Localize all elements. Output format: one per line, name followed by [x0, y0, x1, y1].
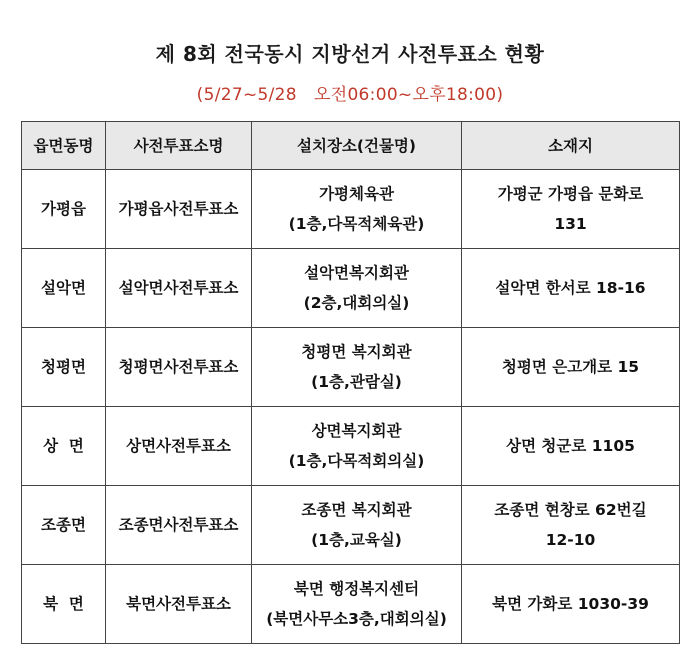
location-detail: (1층,다목적회의실): [288, 452, 425, 470]
location-cell: [252, 328, 462, 407]
address-line2: 12-10: [545, 531, 596, 549]
location-cell: [252, 486, 462, 565]
address-cell: [462, 249, 680, 328]
header-district: 읍면동명: [22, 122, 106, 170]
station-cell: 설악면사전투표소: [106, 249, 252, 328]
header-address: 소재지: [462, 122, 680, 170]
address-cell: [462, 407, 680, 486]
station-cell: 청평면사전투표소: [106, 328, 252, 407]
location-detail: (북면사무소3층,대회의실): [266, 610, 447, 628]
table-header-row: [22, 122, 680, 170]
address-line1: 설악면 한서로 18-16: [495, 279, 646, 297]
table-row: [22, 170, 680, 249]
address-line1: 조종면 현창로 62번길: [494, 501, 647, 519]
district-cell: 북 면: [22, 565, 106, 644]
address-line1: 청평면 은고개로 15: [501, 358, 640, 376]
location-name: 가평체육관: [319, 185, 394, 203]
address-line2: 131: [554, 215, 587, 233]
district-cell: 조종면: [22, 486, 106, 565]
page-title: 제 8회 전국동시 지방선거 사전투표소 현황: [155, 42, 545, 66]
district-cell: 가평읍: [22, 170, 106, 249]
location-detail: (1층,교육실): [311, 531, 402, 549]
district-cell: 설악면: [22, 249, 106, 328]
location-name: 조종면 복지회관: [301, 501, 412, 519]
table-row: [22, 249, 680, 328]
station-cell: 가평읍사전투표소: [106, 170, 252, 249]
station-cell: 북면사전투표소: [106, 565, 252, 644]
location-detail: (1층,다목적체육관): [288, 215, 425, 233]
location-cell: [252, 170, 462, 249]
address-line1: 상면 청군로 1105: [506, 437, 635, 455]
location-name: 설악면복지회관: [304, 264, 409, 282]
address-line1: 가평군 가평읍 문화로: [497, 185, 644, 203]
location-name: 상면복지회관: [311, 422, 402, 440]
table-row: [22, 328, 680, 407]
table-row: [22, 565, 680, 644]
address-cell: [462, 486, 680, 565]
location-name: 청평면 복지회관: [301, 343, 412, 361]
table-row: [22, 407, 680, 486]
district-cell: 청평면: [22, 328, 106, 407]
address-cell: [462, 565, 680, 644]
location-cell: [252, 565, 462, 644]
station-cell: 조종면사전투표소: [106, 486, 252, 565]
header-station-name: 사전투표소명: [106, 122, 252, 170]
location-cell: [252, 407, 462, 486]
table-row: [22, 486, 680, 565]
address-line1: 북면 가화로 1030-39: [492, 595, 649, 613]
district-cell: 상 면: [22, 407, 106, 486]
address-cell: [462, 328, 680, 407]
location-cell: [252, 249, 462, 328]
voting-period: (5/27~5/28 오전06:00~오후18:00): [196, 85, 504, 105]
location-detail: (1층,관람실): [311, 373, 402, 391]
header-location: 설치장소(건물명): [252, 122, 462, 170]
location-detail: (2층,대회의실): [303, 294, 410, 312]
location-name: 북면 행정복지센터: [293, 580, 420, 598]
station-cell: 상면사전투표소: [106, 407, 252, 486]
address-cell: [462, 170, 680, 249]
polling-station-table: [21, 121, 680, 644]
